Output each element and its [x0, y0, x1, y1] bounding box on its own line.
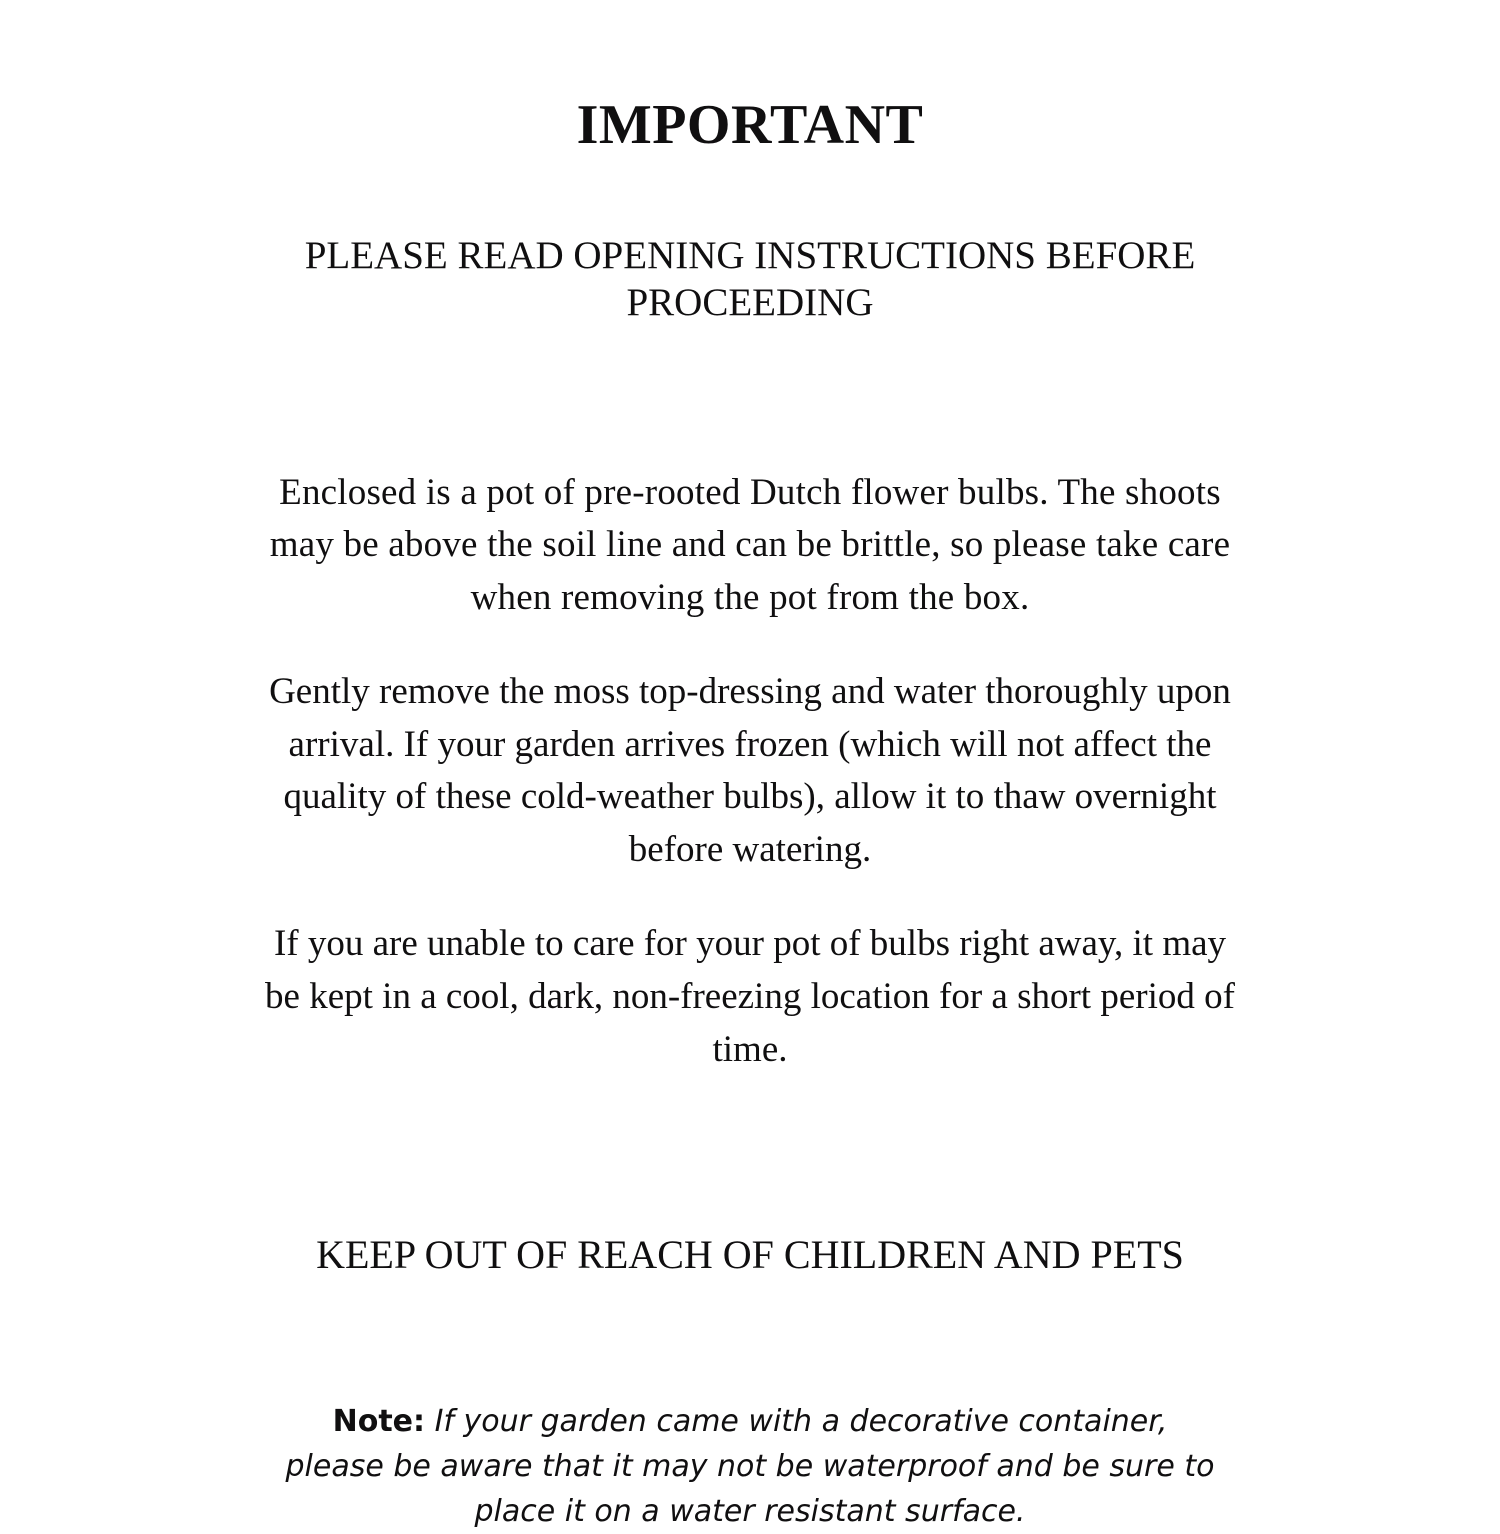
- instruction-paragraph-1: Enclosed is a pot of pre-rooted Dutch flower bulbs. The shoots may be above the soil line and can be brittle, so please take care when removing the pot from the box.: [269, 471, 1231, 618]
- instructions-body: [250, 467, 1250, 1076]
- page-title: IMPORTANT: [576, 94, 924, 156]
- safety-warning: KEEP OUT OF REACH OF CHILDREN AND PETS: [316, 1232, 1184, 1278]
- instruction-paragraph-3: If you are unable to care for your pot of bulbs right away, it may be kept in a cool, dark, non-freezing location for a short period of time.: [265, 923, 1235, 1070]
- note-text: [280, 1399, 1220, 1534]
- page-subtitle: PLEASE READ OPENING INSTRUCTIONS BEFORE PROCEEDING: [304, 233, 1196, 325]
- note-body: If your garden came with a decorative container, please be aware that it may not be waterproof and be sure to place it on a water resistant surface.: [285, 1404, 1215, 1530]
- note-label: Note:: [332, 1404, 426, 1440]
- instruction-paragraph-2: Gently remove the moss top-dressing and water thoroughly upon arrival. If your garden arrives frozen (which will not affect the quality of these cold-weather bulbs), allow it to thaw overnight before watering.: [269, 671, 1231, 870]
